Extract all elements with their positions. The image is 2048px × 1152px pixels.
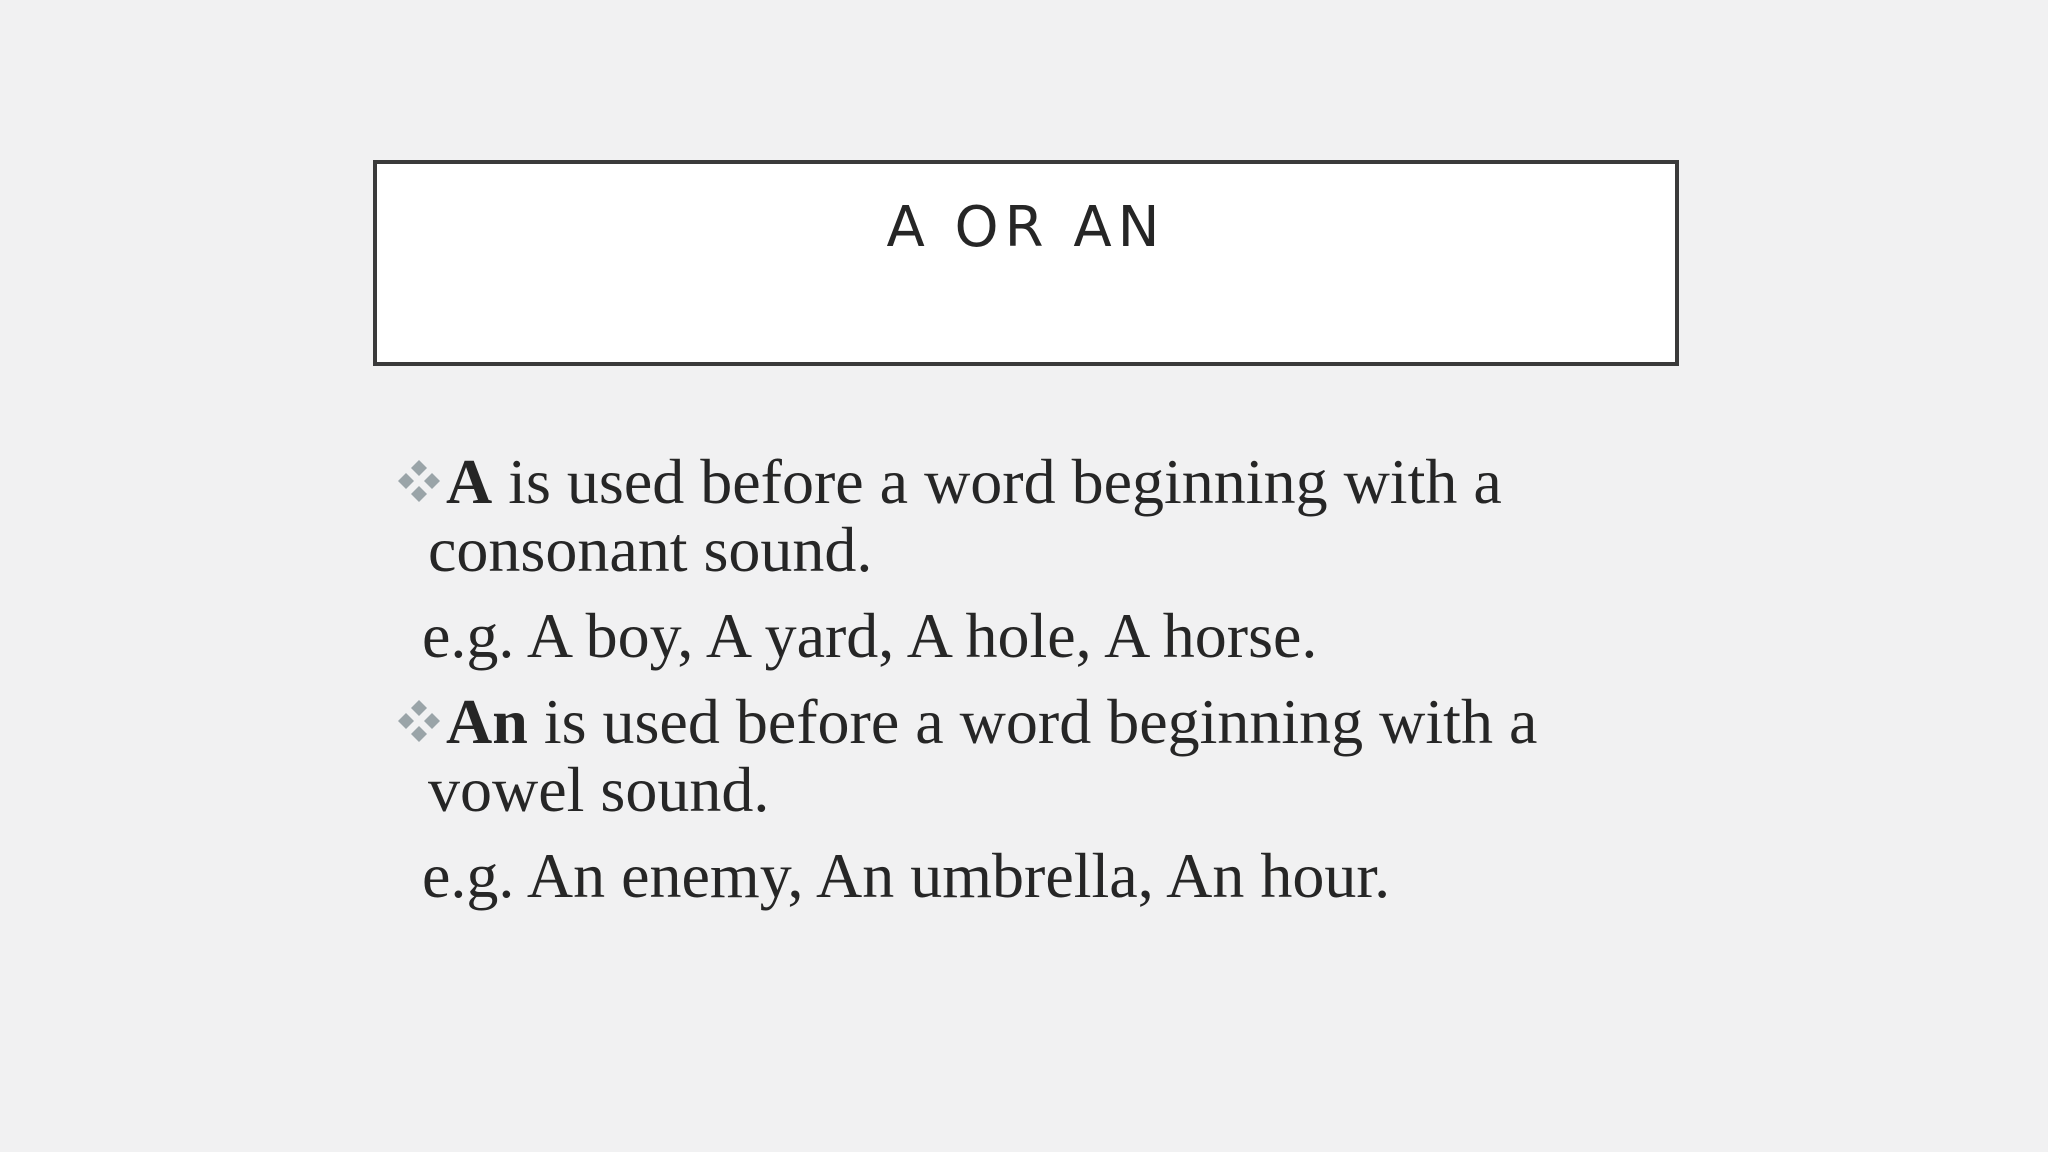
slide-body — [392, 448, 1692, 928]
example-a: e.g. A boy, A yard, A hole, A horse. — [422, 600, 1318, 671]
bullet-item-an — [392, 688, 1692, 824]
bullet-item-a — [392, 448, 1692, 584]
diamond-cluster-icon — [396, 458, 442, 504]
bullet-text-line1: is used before a word beginning with a — [527, 686, 1538, 757]
term-an: An — [446, 686, 528, 757]
term-a: A — [446, 446, 493, 517]
title-box — [373, 160, 1679, 366]
diamond-cluster-icon — [396, 698, 442, 744]
example-an: e.g. An enemy, An umbrella, An hour. — [422, 840, 1391, 911]
bullet-text-line1: is used before a word beginning with a — [492, 446, 1502, 517]
bullet-text-line2: consonant sound. — [428, 514, 873, 585]
bullet-text-line2: vowel sound. — [428, 754, 770, 825]
slide-title: A OR AN — [886, 195, 1166, 260]
